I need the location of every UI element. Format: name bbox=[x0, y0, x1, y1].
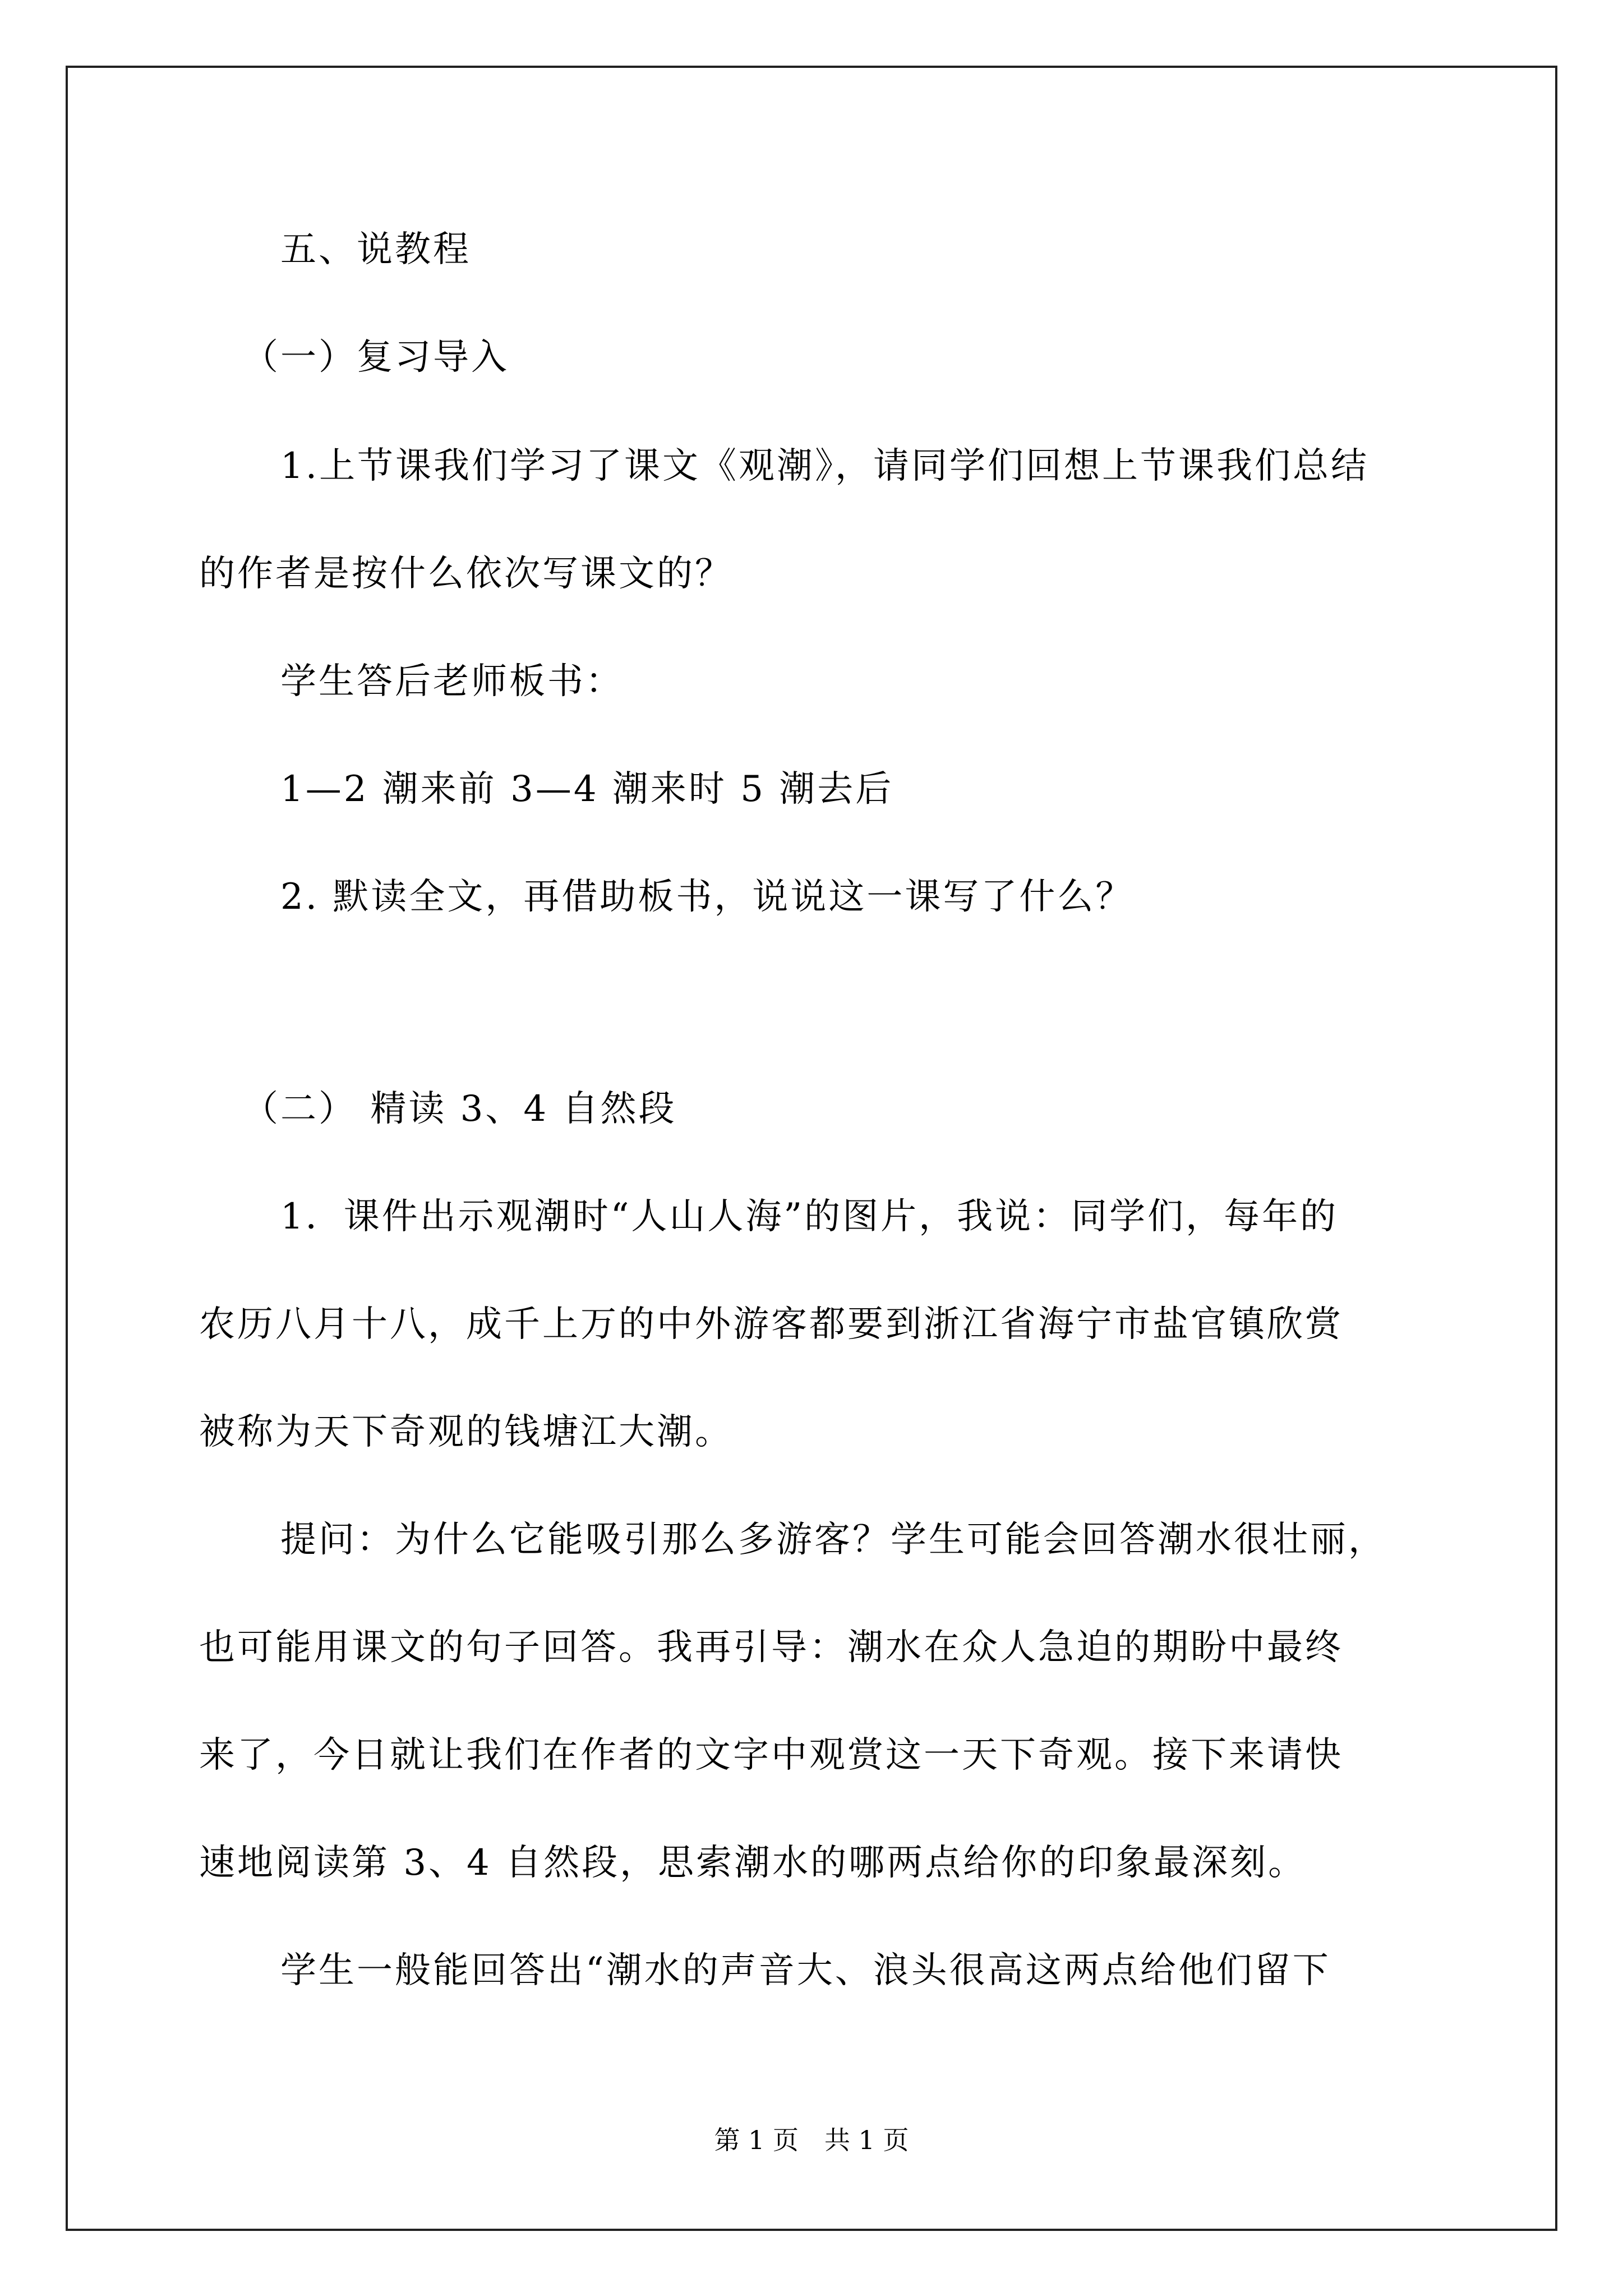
paragraph-line: 2. 默读全文，再借助板书，说说这一课写了什么？ bbox=[280, 876, 1134, 918]
page-border bbox=[66, 66, 1557, 2231]
section-heading-5: 五、说教程 bbox=[280, 229, 471, 270]
paragraph-line: 学生一般能回答出“潮水的声音大、浪头很高这两点给他们留下 bbox=[280, 1950, 1331, 1991]
paragraph-line: 提问：为什么它能吸引那么多游客？学生可能会回答潮水很壮丽， bbox=[280, 1519, 1386, 1561]
paragraph-line: 来了，今日就让我们在作者的文字中观赏这一天下奇观。接下来请快 bbox=[199, 1734, 1343, 1776]
subsection-heading-2: （二） 精读 3、4 自然段 bbox=[242, 1088, 677, 1130]
paragraph-line: 1．课件出示观潮时“人山人海”的图片，我说：同学们，每年的 bbox=[280, 1196, 1339, 1237]
paragraph-line: 的作者是按什么依次写课文的？ bbox=[199, 553, 733, 595]
paragraph-line: 农历八月十八，成千上万的中外游客都要到浙江省海宁市盐官镇欣赏 bbox=[199, 1304, 1343, 1345]
paragraph-line: 1.上节课我们学习了课文《观潮》，请同学们回想上节课我们总结 bbox=[280, 445, 1370, 487]
paragraph-line: 学生答后老师板书： bbox=[280, 661, 624, 702]
board-notes-line: 1—2 潮来前 3—4 潮来时 5 潮去后 bbox=[280, 769, 894, 810]
paragraph-line: 被称为天下奇观的钱塘江大潮。 bbox=[199, 1411, 733, 1453]
page-footer: 第 1 页 共 1 页 bbox=[714, 2125, 909, 2155]
paragraph-line: 速地阅读第 3、4 自然段，思索潮水的哪两点给你的印象最深刻。 bbox=[199, 1842, 1307, 1884]
subsection-heading-1: （一）复习导入 bbox=[242, 337, 509, 378]
paragraph-line: 也可能用课文的句子回答。我再引导：潮水在众人急迫的期盼中最终 bbox=[199, 1627, 1343, 1668]
